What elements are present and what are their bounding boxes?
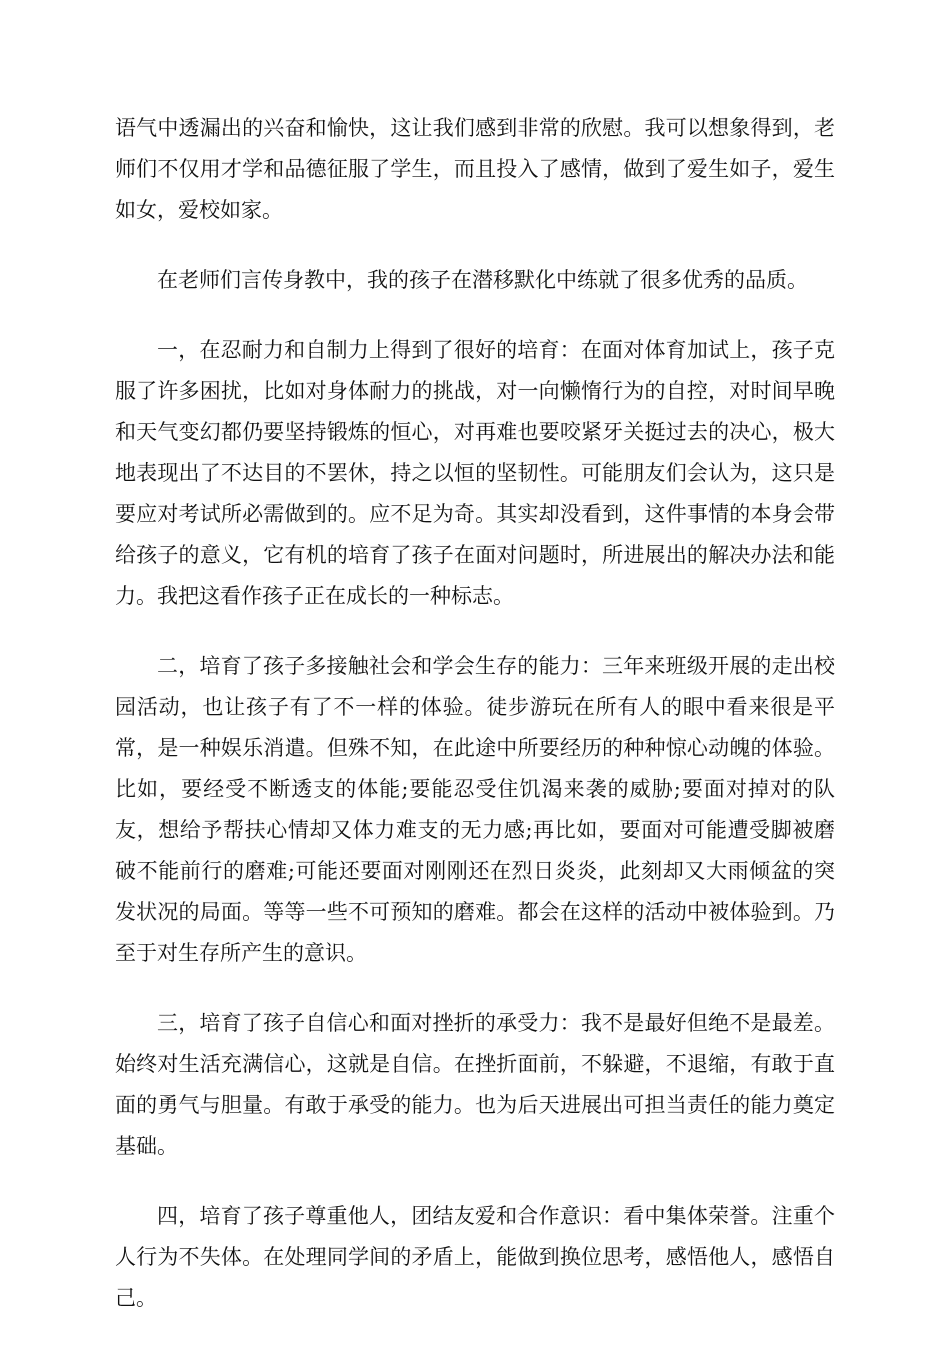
- paragraph-continuation: 语气中透漏出的兴奋和愉快，这让我们感到非常的欣慰。我可以想象得到，老师们不仅用才学和品德征服了学生，而且投入了感情，做到了爱生如子，爱生如女，爱校如家。: [115, 116, 835, 222]
- document-body: [115, 108, 835, 1348]
- paragraph-point-one: 一，在忍耐力和自制力上得到了很好的培育：在面对体育加试上，孩子克服了许多困扰，比如对身体耐力的挑战，对一向懒惰行为的自控，对时间早晚和天气变幻都仍要坚持锻炼的恒心，对再难也要咬紧牙关挺过去的决心，极大地表现出了不达目的不罢休，持之以恒的坚韧性。可能朋友们会认为，这只是要应对考试所必需做到的。应不足为奇。其实却没看到，这件事情的本身会带给孩子的意义，它有机的培育了孩子在面对问题时，所进展出的解决办法和能力。我把这看作孩子正在成长的一种标志。: [115, 338, 835, 608]
- paragraph-point-three: 三，培育了孩子自信心和面对挫折的承受力：我不是最好但绝不是最差。始终对生活充满信心，这就是自信。在挫折面前，不躲避，不退缩，有敢于直面的勇气与胆量。有敢于承受的能力。也为后天进展出可担当责任的能力奠定基础。: [115, 1011, 835, 1158]
- paragraph-intro: 在老师们言传身教中，我的孩子在潜移默化中练就了很多优秀的品质。: [157, 268, 808, 292]
- paragraph-point-two: 二，培育了孩子多接触社会和学会生存的能力：三年来班级开展的走出校园活动，也让孩子有了不一样的体验。徒步游玩在所有人的眼中看来很是平常，是一种娱乐消遣。但殊不知，在此途中所要经历的种种惊心动魄的体验。比如，要经受不断透支的体能;要能忍受住饥渴来袭的威胁;要面对掉对的队友，想给予帮扶心情却又体力难支的无力感;再比如，要面对可能遭受脚被磨破不能前行的磨难;可能还要面对刚刚还在烈日炎炎，此刻却又大雨倾盆的突发状况的局面。等等一些不可预知的磨难。都会在这样的活动中被体验到。乃至于对生存所产生的意识。: [115, 654, 835, 965]
- paragraph-point-four: 四，培育了孩子尊重他人，团结友爱和合作意识：看中集体荣誉。注重个人行为不失体。在处理同学间的矛盾上，能做到换位思考，感悟他人，感悟自己。: [115, 1204, 835, 1310]
